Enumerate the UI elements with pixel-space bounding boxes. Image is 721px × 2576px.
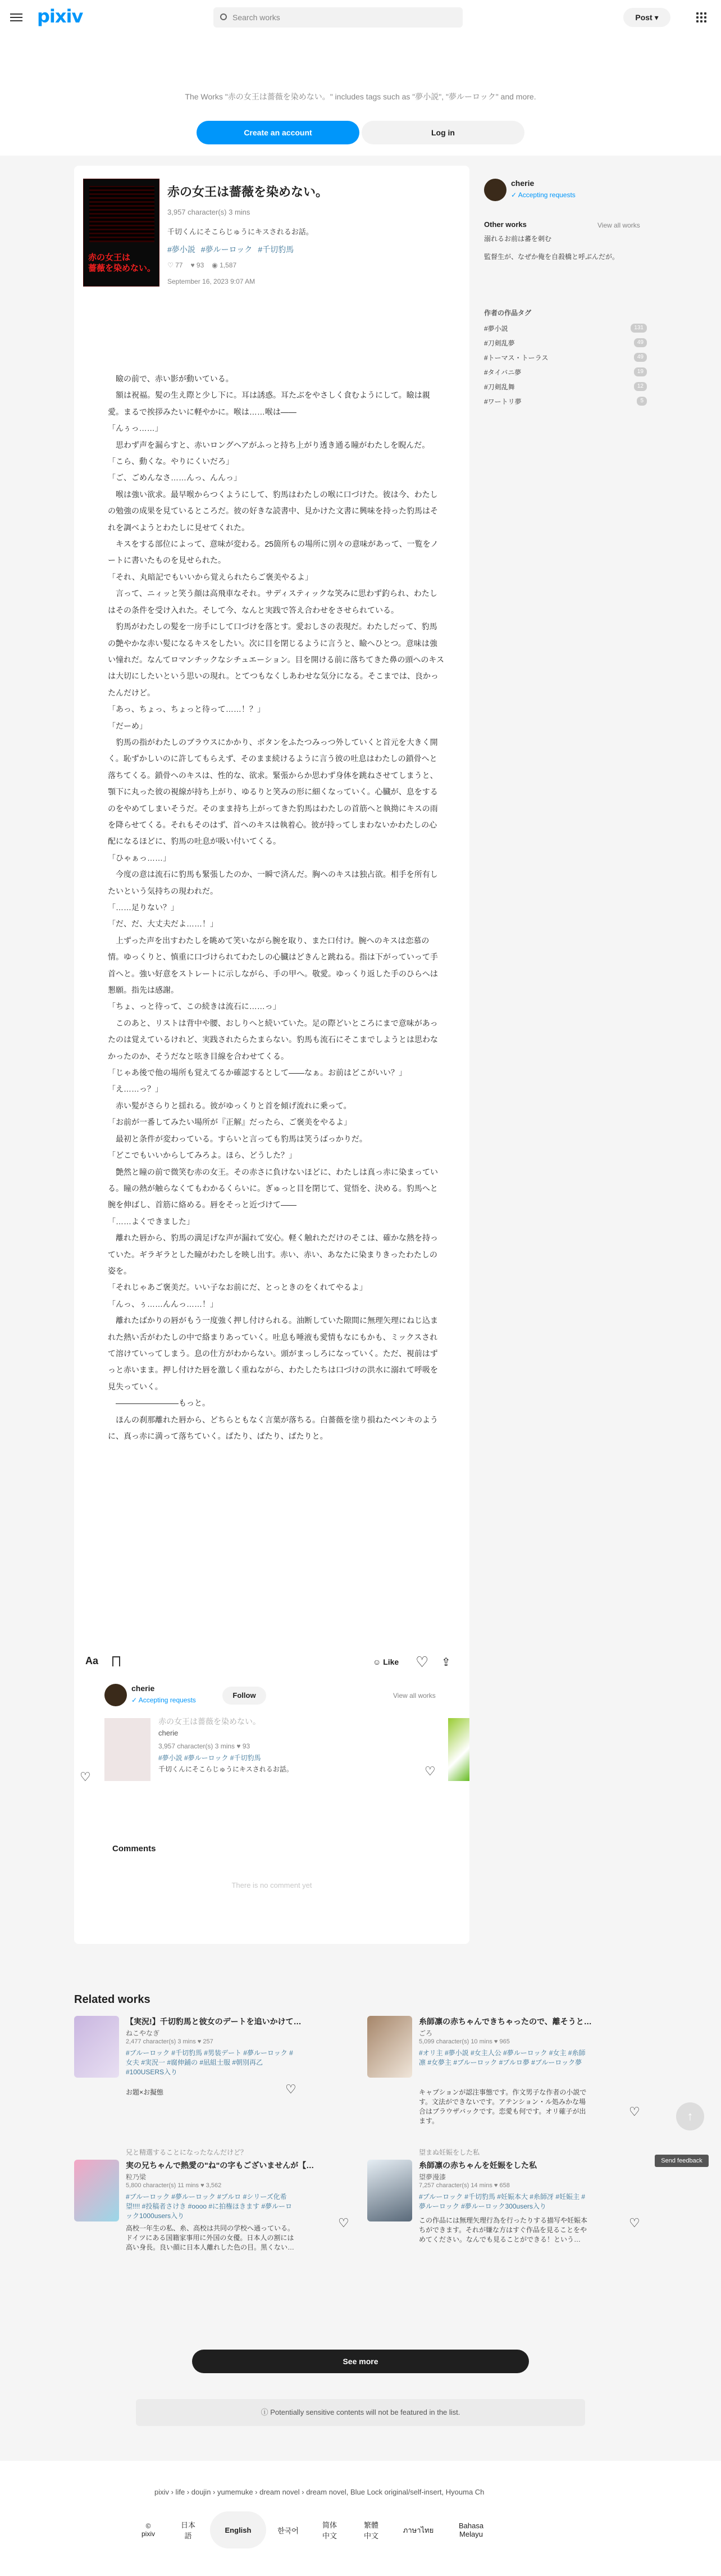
other-work-link[interactable]: 溺れるお前は蕃を刺む: [484, 235, 552, 243]
menu-icon[interactable]: [10, 11, 22, 21]
work-thumbnail[interactable]: [367, 2016, 412, 2078]
cover-art: [89, 186, 154, 242]
work-thumbnail[interactable]: [74, 2016, 119, 2078]
novel-paragraph: 喉は強い欲求。最早喉からつくようにして、豹馬はわたしの喉に口づけた。彼は今、わたしの勉強の成果を見ているところだ。彼の好きな読書中、見かけた文書に興味を持った豹馬はそれを調べようとわたしに見せてくれた。: [108, 489, 438, 532]
work-author[interactable]: ねこやなぎ: [126, 2029, 160, 2037]
language-selector: [130, 2511, 496, 2548]
text-settings-button[interactable]: Aa: [85, 1655, 99, 1666]
work-title[interactable]: 【実況!】千切豹馬と彼女のデートを追いかけて…: [126, 2017, 302, 2026]
novel-paragraph: ――――――――もっと。: [108, 1398, 210, 1408]
novel-paragraph: 赤い髪がさらりと揺れる。彼がゆっくりと首を傾げ流れに乗って。: [108, 1101, 352, 1110]
novel-paragraph: 艶然と瞳の前で微笑む赤の女王。その赤さに負けないほどに、わたしは真っ赤に染まっている。瞳の熱が触らなくてもわかるくらいに。ぎゅっと目を閉じて、覚悟を、決める。豹馬へと腕を伸ばし、首筋に絡める。唇をそっと近づけて――: [108, 1167, 438, 1210]
lang-option[interactable]: 简体中文: [322, 2521, 337, 2540]
bookmark-icon[interactable]: [112, 1656, 120, 1666]
work-description: この作品には無理矢理行為を行ったりする描写や妊娠本ちができます。それが嫌な方はすぐ作品を見ることをやめてください。なんでも見ることができる！という…: [419, 2216, 588, 2243]
work-author[interactable]: ごろ: [419, 2029, 433, 2037]
author-tag-item[interactable]: #ワートリ夢 5: [484, 397, 647, 408]
work-title[interactable]: 糸師凛の赤ちゃんできちゃったので、離そうと…: [419, 2017, 592, 2026]
related-work-card[interactable]: [367, 2016, 648, 2125]
author-tag-item[interactable]: #トーマス・トーラス 49: [484, 353, 647, 364]
author-tag-item[interactable]: #刀剣乱舞 12: [484, 382, 647, 393]
apps-grid-icon[interactable]: [696, 12, 706, 22]
novel-paragraph: 「え……っ？」: [108, 1084, 163, 1094]
novel-paragraph: 「ひゃぁっ……」: [108, 853, 171, 862]
novel-paragraph: 「んっ、ぅ……んんっ……！」: [108, 1299, 218, 1309]
novel-paragraph: 「んぅっ……」: [108, 424, 163, 433]
work-author[interactable]: 望夢漫漆: [419, 2173, 446, 2181]
work-author: cherie: [158, 1729, 179, 1737]
novel-paragraph: 「……足りない？」: [108, 903, 179, 912]
lang-option[interactable]: 한국어: [277, 2526, 299, 2535]
work-tags[interactable]: #夢小説 #夢ルーロック #千切豹馬: [158, 1754, 261, 1762]
related-work-card[interactable]: [367, 2148, 648, 2261]
tag-link[interactable]: #夢ルーロック: [200, 245, 253, 254]
heart-icon[interactable]: ♡: [629, 2216, 640, 2230]
work-title[interactable]: 糸師凛の赤ちゃんを妊娠をした私: [419, 2161, 537, 2170]
search-input[interactable]: [213, 7, 463, 28]
sensitive-content-notice: ⓘ Potentially sensitive contents will not be featured in the list.: [136, 2399, 585, 2426]
novel-paragraph: 瞼の前で、赤い影が動いている。: [108, 374, 234, 383]
work-description: 高校一年生の私、糸、高校は共同の学校へ通っている。ドイツにある国籍家事用に外国の女優。日本人の割には高い身長。良い顔に日本人離れした色の目。黒くない…: [126, 2224, 295, 2251]
series-title[interactable]: 兄と精選することになったなんだけど？: [126, 2148, 248, 2156]
author-tag-item[interactable]: #刀剣乱夢 49: [484, 338, 647, 349]
work-thumbnail[interactable]: [367, 2160, 412, 2221]
search-icon: [220, 13, 227, 20]
novel-paragraph: 「あっ、ちょっ、ちょっと待って……！？」: [108, 705, 265, 714]
work-tags[interactable]: #ブルーロック #千切豹馬 #男装デート #夢ルーロック #女夫 #実況一 #腐伸鋪の #凪組士服 #朝別再乙 #100USERS入り: [126, 2049, 293, 2076]
author-tag-item[interactable]: #夢小説 131: [484, 324, 647, 335]
novel-paragraph: 「じゃあ後で他の場所も覚えてるか確認するとして――なぁ。お前はどこがいい？」: [108, 1068, 407, 1078]
other-works-heading: Other works: [484, 220, 527, 229]
publish-date: September 16, 2023 9:07 AM: [167, 278, 255, 285]
work-meta: 3,957 character(s) 3 mins ♥ 93: [158, 1742, 250, 1750]
send-feedback-button[interactable]: Send feedback: [655, 2155, 709, 2167]
copyright: © pixiv: [141, 2522, 155, 2538]
work-meta: 7,257 character(s) 14 mins ♥ 658: [419, 2182, 510, 2189]
related-work-card[interactable]: [74, 2148, 355, 2261]
work-thumbnail[interactable]: [74, 2160, 119, 2221]
lang-option[interactable]: English: [210, 2511, 266, 2548]
no-comments-text: There is no comment yet: [231, 1881, 312, 1889]
novel-paragraph: 「だ、だ、大丈夫だよ……！」: [108, 919, 218, 929]
signup-banner: [0, 35, 721, 156]
novel-paragraph: 「それじゃあご褒美だ。いい子なお前にだ、とっときのをくれてやるよ」: [108, 1283, 367, 1292]
author-name[interactable]: cherie: [131, 1684, 155, 1693]
novel-description: 千切くんにそこらじゅうにキスされるお話。: [167, 228, 313, 236]
novel-title: 赤の女王は薔薇を染めない。: [167, 185, 328, 199]
work-meta: 5,099 character(s) 10 mins ♥ 965: [419, 2038, 510, 2045]
comments-heading: Comments: [112, 1844, 156, 1853]
novel-paragraph: 思わず声を漏らすと、赤いロングヘアがふっと持ち上がり透き通る瞳がわたしを睨んだ。: [108, 440, 430, 449]
novel-paragraph: キスをする部位によって、意味が変わる。25箇所もの場所に別々の意味があって、一覧をノートに書いたものを見せられた。: [108, 539, 439, 565]
author-name[interactable]: cherie: [511, 179, 535, 188]
view-all-works-link[interactable]: View all works: [597, 221, 640, 229]
next-work-thumbnail[interactable]: [448, 1718, 469, 1781]
heart-icon[interactable]: ♡: [416, 1653, 429, 1670]
work-tags[interactable]: #オリ主 #夢小説 #女主人公 #夢ルーロック #女主 #糸師凛 #女夢主 #ブルーロック #ブルロ夢 #ブルーロック夢: [419, 2049, 586, 2066]
novel-paragraph: ほんの刹那離れた唇から、どちらともなく言葉が落ちる。白薔薇を塗り損ねたペンキのように、真っ赤に満って落ちていく。ぱたり、ぱたり、ぱたりと。: [108, 1415, 438, 1441]
novel-meta: 3,957 character(s) 3 mins: [167, 208, 250, 216]
work-thumbnail[interactable]: [104, 1718, 150, 1781]
related-work-card[interactable]: [74, 2016, 355, 2117]
like-button[interactable]: ☺ Like: [373, 1657, 399, 1666]
lang-option[interactable]: ภาษาไทย: [403, 2525, 434, 2534]
view-all-works-link[interactable]: View all works: [393, 1692, 436, 1700]
smile-icon: ☺: [373, 1657, 381, 1666]
work-description: キャプションが認注事態です。作文男子な作者の小説です。文法ができないです。アテンション・ル処みかな場合はブラウザバックです。恋愛も何です。オリ確子が出ます。: [419, 2088, 587, 2125]
author-tags-heading: 作者の作品タグ: [484, 309, 532, 317]
request-status: ✓ Accepting requests: [511, 191, 576, 199]
breadcrumb[interactable]: pixiv › life › doujin › yumemuke › dream novel › dream novel, Blue Lock original/self-insert, Hyouma Ch: [154, 2488, 485, 2496]
novel-paragraph: 言って、ニィッと笑う顔は高飛車なそれ。サディスティックな笑みに思わず釣られ、わたしはその条件を受け入れた。そして今、なんと実践で答え合わせをさせられている。: [108, 589, 437, 615]
heart-icon[interactable]: ♡: [80, 1770, 91, 1784]
other-work-link[interactable]: 監督生が、なぜか俺を自殺橋と呼ぶんだが。: [484, 253, 619, 261]
novel-paragraph: 「こら、動くな。やりにくいだろ」: [108, 457, 234, 466]
cover-title: 赤の女王は 薔薇を染めない。: [88, 253, 156, 273]
request-status: ✓ Accepting requests: [131, 1696, 196, 1704]
novel-paragraph: 豹馬がわたしの髪を一房手にして口づけを落とす。愛おしさの表現だ。わたしだって、豹馬の艶やかな赤い髪になるキスをしたい。次に目を閉じるように言うと、瞼へひとつ。意味は強い憧れだ。なんてロマンチックなシチュエーション。目を開ける前に落ちてきた鼻の頭へのキスは大切にしたいという思いの現れ。とてつもなくしあわせな気分になる。そこまでは、良かったんだけど。: [108, 622, 445, 697]
create-account-button[interactable]: Create an account: [197, 121, 359, 144]
novel-paragraph: 離れた唇から、豹馬の満足げな声が漏れて安心。軽く触れただけのそこは、確かな熱を持っていた。ギラギラとした瞳がわたしを映し出す。赤い、赤い、あなたに染まりきったわたしの姿を。: [108, 1233, 438, 1275]
work-tags[interactable]: #ブルーロック #夢ルーロック #ブルロ #シリーズ化希望!!!! #投稿者さけき #oooo #に拍権ほきます #夢ルーロック1000users入り: [126, 2193, 293, 2220]
search-placeholder: Search works: [232, 13, 280, 22]
share-icon[interactable]: ⇪: [441, 1656, 451, 1669]
novel-paragraph: 今度の意は流石に豹馬も緊張したのか、一瞬で済んだ。胸へのキスは独占欲。相手を所有したいという気持ちの現われだ。: [108, 870, 438, 896]
novel-paragraph: 豹馬の指がわたしのブラウスにかかり、ボタンをふたつみっつ外していくと首元を大きく開く。恥ずかしいのに許してもらえず、そのまま続けるように言う彼の吐息はわたしの鎖骨へと落ちてくる。鎖骨へのキスは、性的な、欲求。緊張からか思わず身体を跳ねさせてしまうと、顎下に丸った彼の視線が持ち上がり、ゆるりと笑みの形に細くなっていく。心臓が、息をするのをやめてしまいそうだ。そのまま持ち上がってきた豹馬はわたしの首筋へと執拗にキスの雨を降らせてくる。それもそのはず、首へのキスは執着心。彼が持ってしまわないかわたしの心配になるほどに、豹馬の吐息が吸い付いてくる。: [108, 737, 438, 846]
heart-icon[interactable]: ♡: [425, 1764, 436, 1778]
work-description: 千切くんにそこらじゅうにキスされるお話。: [158, 1765, 293, 1773]
novel-stats: [167, 261, 236, 269]
heart-icon[interactable]: ♡: [338, 2216, 349, 2230]
novel-paragraph: 離れたばかりの唇がもう一度強く押し付けられる。油断していた隙間に無理矢理にねじ込まれた熱い舌がわたしの中で絡まりあっていく。吐息も唾液も愛情もなにもかも、ミックスされて溶けていってしまう。息の仕方がわからない。頭がまっしろになっていく。ただ、視前はずっと赤いまま。押し付けた唇を激しく重ねながら、わたしたちは口づけの洪水に溺れて呼吸を見失っていく。: [108, 1316, 438, 1391]
info-icon: ⓘ: [261, 2408, 268, 2416]
see-more-button[interactable]: See more: [192, 2350, 529, 2373]
novel-paragraph: 「どこでもいいからしてみろよ。ほら、どうした？」: [108, 1151, 296, 1160]
work-author[interactable]: 粒乃梁: [126, 2173, 147, 2181]
like-count: ♡ 77: [167, 261, 183, 269]
author-avatar[interactable]: [104, 1684, 127, 1706]
author-avatar[interactable]: [484, 179, 506, 201]
tag-link[interactable]: #千切豹馬: [258, 245, 294, 254]
novel-tags: [167, 244, 294, 255]
lang-option[interactable]: 繁體中文: [363, 2521, 378, 2540]
bookmark-count: ♥ 93: [190, 261, 204, 269]
work-tags[interactable]: #ブルーロック #千切豹馬 #妊娠本大 #糸師冴 #妊娠主 #夢ルーロック #夢ルーロック300users入り: [419, 2193, 585, 2210]
heart-icon[interactable]: ♡: [285, 2082, 296, 2096]
lang-option[interactable]: 日本語: [180, 2521, 195, 2540]
novel-cover[interactable]: [83, 179, 159, 287]
lang-option[interactable]: Bahasa Melayu: [458, 2522, 484, 2538]
login-button[interactable]: Log in: [362, 121, 524, 144]
related-works-heading: Related works: [74, 1993, 150, 2006]
novel-paragraph: 「ちょ、っと待って、この続きは流石に……っ」: [108, 1002, 281, 1011]
novel-paragraph: 「……よくできました」: [108, 1216, 194, 1226]
work-meta: 5,800 character(s) 11 mins ♥ 3,562: [126, 2182, 222, 2189]
novel-paragraph: 額は祝福。髪の生え際と少し下に。耳は誘惑。耳たぶをやさしく食むようにして。瞼は親愛。まるで挨拶みたいに軽やかに。喉は……喉は――: [108, 390, 430, 416]
novel-paragraph: 上ずった声を出すわたしを眺めて笑いながら腕を取り、また口付け。腕へのキスは恋慕の情。ゆっくりと、慎重に口づけられてわたしの心臓はどきんと跳ねる。指は下がっていって手首へと。強い好意をストレートに示しながら、手の甲へ。敬愛。ゆっくり返した手のひらへは懇願。指先は感謝。: [108, 935, 438, 995]
tag-link[interactable]: #夢小説: [167, 245, 195, 254]
work-title[interactable]: 実の兄ちゃんで熱愛の"ね"の字もございませんが【…: [126, 2161, 314, 2170]
heart-icon[interactable]: ♡: [629, 2105, 640, 2119]
series-title[interactable]: 望まぬ妊娠をした私: [419, 2148, 480, 2156]
novel-paragraph: 「ご、ごめんなさ……んっ、んんっ」: [108, 473, 241, 483]
banner-text: The Works "赤の女王は薔薇を染めない。" includes tags such as "夢小説", "夢ルーロック" and more.: [185, 92, 536, 101]
work-description: お題×お擬態: [126, 2088, 164, 2096]
author-tag-item[interactable]: #タイバニ夢 19: [484, 367, 647, 379]
novel-paragraph: 「お前が一番してみたい場所が『正解』だったら、ご褒美をやるよ」: [108, 1117, 352, 1127]
work-title[interactable]: 赤の女王は薔薇を染めない。: [158, 1717, 261, 1726]
pixiv-logo[interactable]: pixiv: [37, 6, 83, 27]
work-meta: 2,477 character(s) 3 mins ♥ 257: [126, 2038, 213, 2045]
follow-button[interactable]: Follow: [222, 1687, 266, 1705]
post-button[interactable]: Post ▾: [623, 8, 670, 27]
scroll-to-top-button[interactable]: ↑: [676, 2102, 704, 2130]
novel-paragraph: 最初と条件が変わっている。すらいと言っても豹馬は笑うばっかりだ。: [108, 1134, 367, 1143]
novel-paragraph: 「それ、丸暗記でもいいから覚えられたらご褒美やるよ」: [108, 572, 313, 581]
view-count: ◉ 1,587: [212, 261, 237, 269]
novel-body: [108, 371, 445, 1444]
novel-paragraph: 「だーめ」: [108, 721, 147, 730]
novel-paragraph: このあと、リストは背中や腰、おしりへと続いていた。足の際どいところにまで意味があったのは覚えているけれど、実践されたらたまらない。豹馬も流石にそこまでしようとは思わなかったのか、そうだなと呟き目線を合わせてくる。: [108, 1018, 438, 1061]
